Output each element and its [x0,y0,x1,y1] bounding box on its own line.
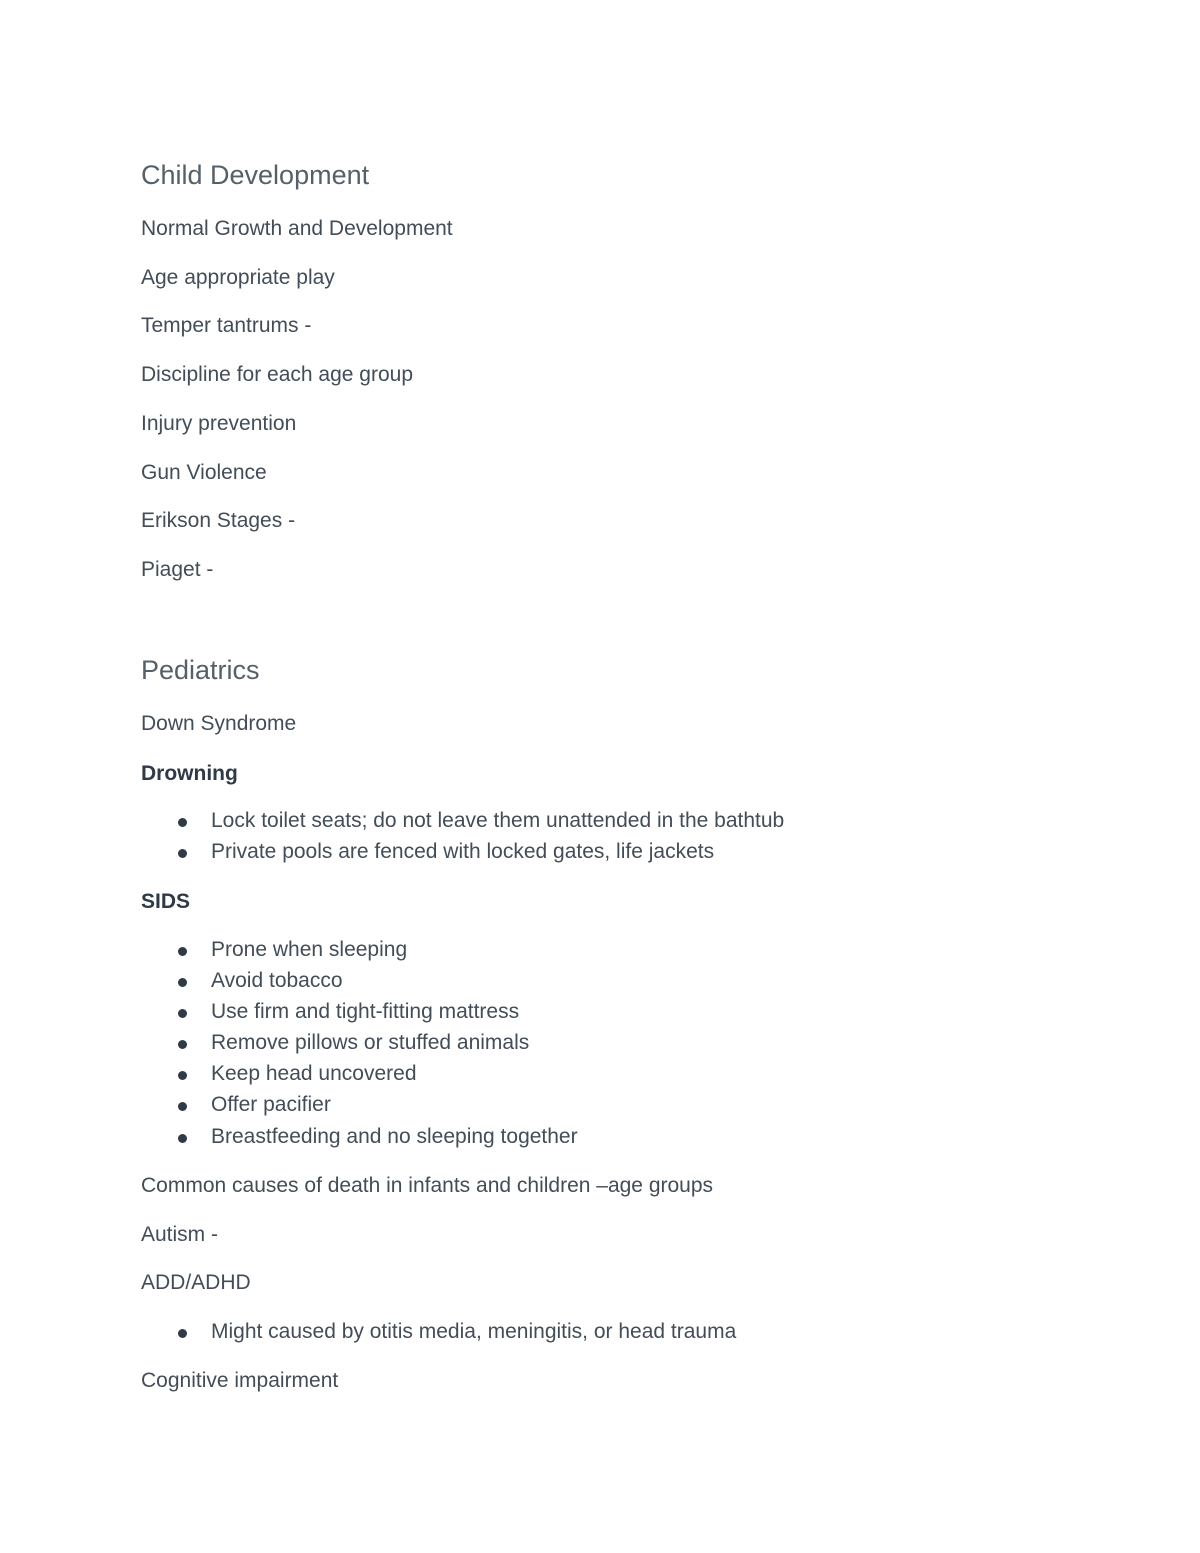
bullet-icon [178,947,187,956]
list-item-text: Prone when sleeping [211,938,408,961]
item-add-adhd: ADD/ADHD [141,1271,251,1294]
bullet-icon [178,818,187,827]
list-item-text: Offer pacifier [211,1093,331,1116]
item-down-syndrome: Down Syndrome [141,712,297,735]
list-item-text: Use firm and tight-fitting mattress [211,1000,520,1023]
bullet-icon [178,1071,187,1080]
item-discipline: Discipline for each age group [141,363,413,386]
item-erikson-stages: Erikson Stages - [141,509,296,532]
subheading-drowning: Drowning [141,762,238,785]
heading-child-development: Child Development [141,160,370,190]
bullet-icon [178,1040,187,1049]
item-piaget: Piaget - [141,558,214,581]
heading-pediatrics: Pediatrics [141,655,260,685]
item-temper-tantrums: Temper tantrums - [141,314,312,337]
subheading-sids: SIDS [141,890,191,913]
item-normal-growth: Normal Growth and Development [141,217,453,240]
item-autism: Autism - [141,1223,219,1246]
list-item-text: Breastfeeding and no sleeping together [211,1125,578,1148]
bullet-icon [178,1102,187,1111]
item-injury-prevention: Injury prevention [141,412,297,435]
item-cognitive-impairment: Cognitive impairment [141,1369,339,1392]
list-item-text: Keep head uncovered [211,1062,417,1085]
bullet-icon [178,849,187,858]
list-item-text: Might caused by otitis media, meningitis, or head trauma [211,1320,737,1343]
item-gun-violence: Gun Violence [141,461,267,484]
item-common-causes: Common causes of death in infants and children –age groups [141,1174,714,1197]
bullet-icon [178,978,187,987]
bullet-icon [178,1134,187,1143]
list-item-text: Lock toilet seats; do not leave them unattended in the bathtub [211,809,785,832]
bullet-icon [178,1329,187,1338]
list-item-text: Private pools are fenced with locked gates, life jackets [211,840,715,863]
list-item-text: Remove pillows or stuffed animals [211,1031,530,1054]
item-age-appropriate-play: Age appropriate play [141,266,335,289]
bullet-icon [178,1009,187,1018]
list-item-text: Avoid tobacco [211,969,343,992]
